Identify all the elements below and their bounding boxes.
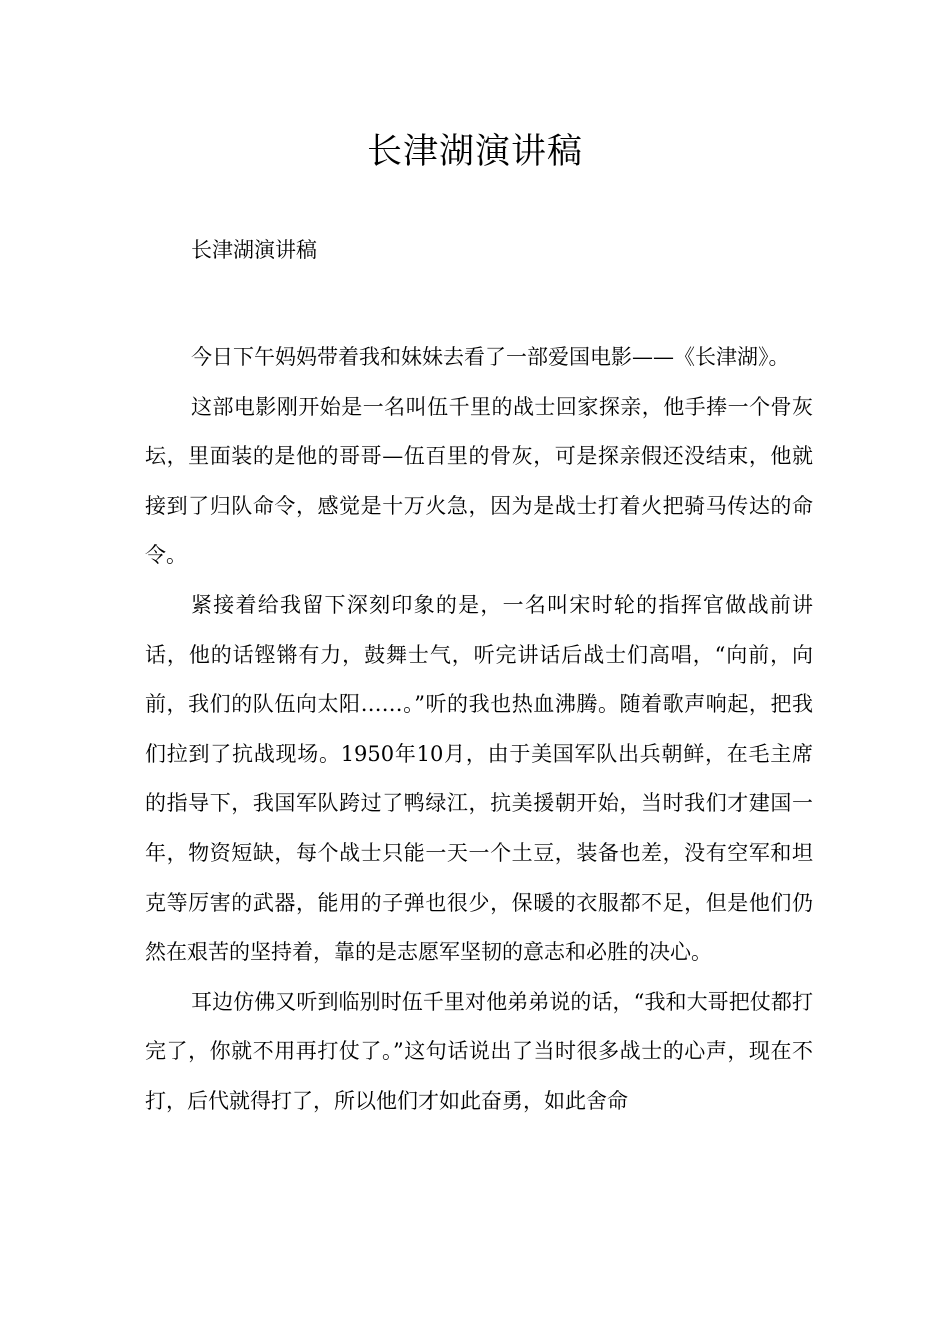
paragraph-3: 紧接着给我留下深刻印象的是，一名叫宋时轮的指挥官做战前讲话，他的话铿锵有力，鼓舞士气，听完讲话后战士们高唱，“向前，向前，我们的队伍向太阳……。”听的我也热血沸腾。随着歌声响起，把我们拉到了抗战现场。1950年10月，由于美国军队出兵朝鲜，在毛主席的指导下，我国军队跨过了鸭绿江，抗美援朝开始，当时我们才建国一年，物资短缺，每个战士只能一天一个土豆，装备也差，没有空军和坦克等厉害的武器，能用的子弹也很少，保暖的衣服都不足，但是他们仍然在艰苦的坚持着，靠的是志愿军坚韧的意志和必胜的决心。 — [145, 592, 813, 965]
document-subtitle: 长津湖演讲稿 — [191, 238, 317, 262]
paragraph-1: 今日下午妈妈带着我和妹妹去看了一部爱国电影——《长津湖》。 — [191, 345, 790, 369]
page-title: 长津湖演讲稿 — [366, 132, 583, 172]
paragraph-4: 耳边仿佛又听到临别时伍千里对他弟弟说的话，“我和大哥把仗都打完了，你就不用再打仗了。”这句话说出了当时很多战士的心声，现在不打，后代就得打了，所以他们才如此奋勇，如此舍命 — [145, 989, 813, 1113]
paragraph-2: 这部电影刚开始是一名叫伍千里的战士回家探亲，他手捧一个骨灰坛，里面装的是他的哥哥—伍百里的骨灰，可是探亲假还没结束，他就接到了归队命令，感觉是十万火急，因为是战士打着火把骑马传达的命令。 — [145, 394, 813, 568]
document-body — [145, 333, 813, 1127]
